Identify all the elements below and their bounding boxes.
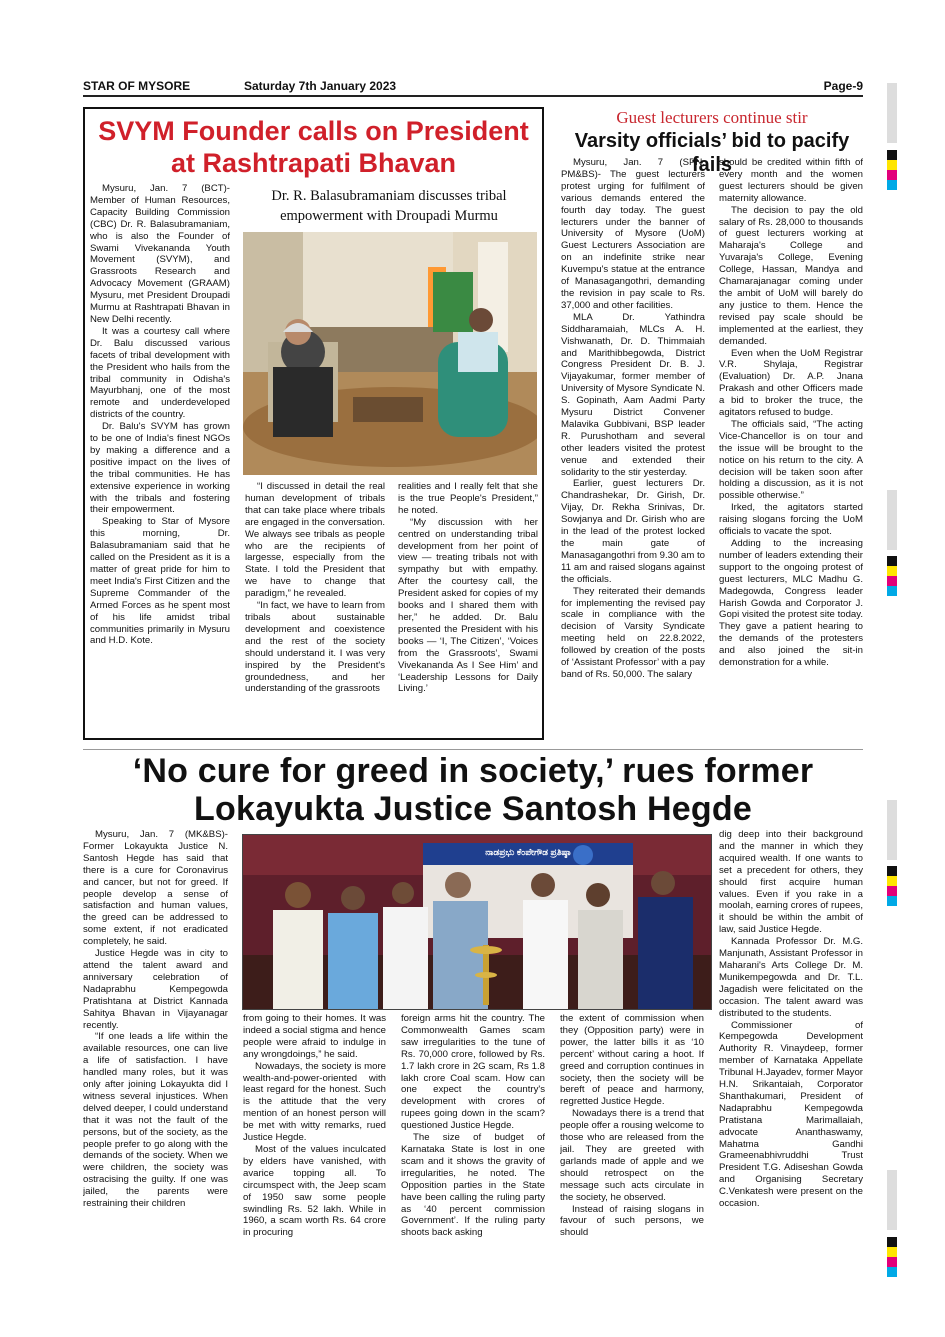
story3-column-3	[401, 1013, 545, 1269]
story2-para: The decision to pay the old salary of Rs. 28,000 to thousands of guest lecturers working at Maharaja's College and Yuvaraja's College, Evening College, Hassan, Mandya and Chamarajanagar coming under the ambit of UoM will barely do any justice to them. Hence the revised pay scale should be implemented at the earliest, they demanded.	[719, 204, 863, 347]
story2-para: should be credited within fifth of every month and the women guest lecturers should be given maternity allowance.	[719, 157, 863, 204]
story2-para: Earlier, guest lecturers Dr. Chandrashekar, Dr. Girish, Dr. Vijay, Dr. Rekha Srinivas, Dr. Sowjanya and Dr. Girish who are in the lead of the protest locked the main gate of Manasagangothri from 9.30 am to 11 am and raised slogans against the officials.	[561, 478, 705, 585]
story3-para: Justice Hegde was in city to attend the talent award and anniversary celebration of Nadaprabhu Kempegowda Pratishtana at District Kannada Sahitya Bhavan in Vijayanagar recently.	[83, 948, 228, 1031]
story1-para: “In fact, we have to learn from tribals about sustainable development and coexistence and the rest of the society should understand it. I was very inspired by the President's groundedness, and her understanding of the grassroots	[245, 600, 385, 695]
story2-para: The officials said, “The acting Vice-Chancellor is on tour and the issue will be brought to the notice on his return to the city. A decision will be taken soon after holding a discussion, as it is not possible otherwise.”	[719, 418, 863, 502]
story1-column-1	[90, 183, 230, 733]
masthead-paper-name: STAR OF MYSORE	[83, 79, 191, 93]
story3-para: The size of budget of Karnataka State is lost in one scam and it shows the gravity of irregularities, he noted. The Opposition parties in the State have been calling the ruling party as ‘40 percent commission Government’. If the ruling party shoots back asking	[401, 1132, 545, 1239]
photo-president-meeting	[243, 232, 537, 475]
section-rule	[83, 749, 863, 750]
color-registration-marks	[887, 1237, 897, 1277]
story3-headline-line1: ‘No cure for greed in society,’ rues former	[132, 752, 814, 790]
story2-para: Even when the UoM Registrar V.R. Shylaja, Registrar (Evaluation) Dr. A.P. Jnana Prakash and other Officers made a bid to broker the truce, the agitators refused to budge.	[719, 347, 863, 419]
story1-column-3	[398, 481, 538, 733]
story3-column-1	[83, 829, 228, 1269]
story1-para: It was a courtesy call where Dr. Balu discussed various facets of tribal development with the President who hails from the tribal community in Odisha's Mayurbhanj, one of the most remote and underdeveloped districts of the country.	[90, 325, 230, 421]
story3-column-2	[243, 1013, 386, 1269]
story2-headline: Varsity officials’ bid to pacify fails	[574, 130, 850, 176]
story3-column-5	[719, 829, 863, 1269]
story3-para: Nowadays there is a trend that people offer a rousing welcome to those who are released from the jail. They are greeted with garlands made of apple and we should retrospect on the message such acts circulate in the society, he observed.	[560, 1108, 704, 1203]
story2-para: MLA Dr. Yathindra Siddharamaiah, MLCs A. H. Vishwanath, Dr. D. Thimmaiah and Marithibbegowda, District Congress President Dr. B. J. Vijayakumar, former member of University of Mysore Syndicate N. S. Gopinath, Aam Aadmi Party Mysuru District Convener Malavika Gubbivani, BSP leader R. Purushotham and several other leaders visited the protest venue and extended their solidarity to the stir yesterday.	[561, 311, 705, 478]
print-margin-strip	[887, 83, 897, 143]
story3-headline	[70, 752, 876, 828]
story3-para: “If one leads a life within the available resources, one can live a life of satisfaction. I have handled many roles, but it was only after joining Lokayukta did I witness several injustices. When delved deeper, I could understand that it was not the fault of the persons, but of the society, as the people prefer to go along with the demands of the society. When we were children, the society was ostracising the guilty. If one was jailed, the parents were restraining their children	[83, 1031, 228, 1210]
story3-para: Instead of raising slogans in favour of such persons, we should	[560, 1203, 704, 1239]
photo-lamp-lighting-event	[242, 834, 712, 1010]
story3-para: Nowadays, the society is more wealth-and-power-oriented with least regard for the honest. Such is the attitude that the very mention of an honest person will be met with witty remarks, rued Justice Hegde.	[243, 1060, 386, 1144]
story2-column-1	[561, 157, 705, 747]
print-margin-strip	[887, 490, 897, 550]
story2-kicker: Guest lecturers continue stir	[616, 108, 808, 127]
masthead-page-number: Page-9	[823, 79, 863, 93]
story1-para: “My discussion with her centred on understanding tribal development from her point of view — treating tribals not with sympathy but with empathy. After the courtesy call, the President asked for copies of my books and I shared them with her,” he added. Dr. Balu presented the President with his books — ‘I, The Citizen’, ‘Voices from the Grassroots’, Swami Vivekananda As I See Him’ and ‘Leadership Lessons for Daily Living.’	[398, 516, 538, 695]
story3-para: Mysuru, Jan. 7 (MK&BS)- Former Lokayukta Justice N. Santosh Hegde has said that there is a cure for Coronavirus and cancer, but not for greed. If people develop a sense of satisfaction and human values, the greed can be addressed to some extent, if not eradicated completely, he said.	[83, 829, 228, 948]
story3-headline-line2: Lokayukta Justice Santosh Hegde	[194, 790, 752, 828]
story1-para: Speaking to Star of Mysore this morning, Dr. Balasubramaniam said that he called on the President as it is a matter of great pride for him to meet India's First Citizen and the Supreme Commander of the Armed Forces as he spent most of his life amidst tribal communities primarily in Mysuru and H.D. Kote.	[90, 516, 230, 647]
story2-para: Mysuru, Jan. 7 (SPN, PM&BS)- The guest lecturers protest urging for fulfilment of various demands entered the fourth day today. The guest lecturers under the banner of University of Mysore (UoM) Guest Lecturers Association are on an indefinite strike near Kuvempu's statue at the entrance of Manasagangothri, demanding the revision in pay scale to Rs. 37,000 and other facilities.	[561, 157, 705, 311]
story1-subhead: Dr. R. Balasubramaniam discusses tribal empowerment with Droupadi Murmu	[271, 188, 507, 224]
color-registration-marks	[887, 866, 897, 906]
story2-para: They reiterated their demands for implementing the revised pay scale in compliance with the decision of Varsity Syndicate meeting held on 22.8.2022, followed by creation of the posts of ‘Assistant Professor’ with a pay band of Rs. 50,000. The salary	[561, 585, 705, 680]
story1-para: “I discussed in detail the real human development of tribals that can take place where tribals are engaged in the conversation. We always see tribals as people who are the recipients of largesse, especially from the State. I told the President that we have to change that paradigm,” he revealed.	[245, 481, 385, 600]
print-margin-strip	[887, 1170, 897, 1230]
story3-para: the extent of commission when they (Opposition party) were in power, the latter bills it as ‘10 percent’ without caring a hoot. If greed and corruption continues in society, then the society will be bereft of peace and harmony, regretted Justice Hegde.	[560, 1013, 704, 1108]
story1-headline-line1: SVYM Founder calls on President	[98, 116, 529, 146]
story3-para: Kannada Professor Dr. M.G. Manjunath, Assistant Professor in Maharani's Arts College Dr. M. Munikempegowda and Dr. T.L. Jagadish were felicitated on the occasion. The talent award was distributed to the students.	[719, 936, 863, 1019]
masthead-rule	[83, 95, 863, 97]
story3-para: Most of the values inculcated by elders have vanished, with avarice topping all. To circumspect with, the Jeep scam of 1950 saw some people swindling Rs. 52 lakh. While in 1960, a scam worth Rs. 64 crore in procuring	[243, 1143, 386, 1239]
color-registration-marks	[887, 150, 897, 190]
masthead-date: Saturday 7th January 2023	[244, 79, 397, 93]
story1-column-2	[245, 481, 385, 733]
story2-para: Irked, the agitators started raising slogans forcing the UoM officials to vacate the spot.	[719, 502, 863, 538]
story3-para: Commissioner of Kempegowda Development Authority R. Vinaydeep, former member of Karnataka Appellate Tribunal H.Jayadev, former Mayor H.N. Srikantaiah, Corporator Shanthakumari, President of Nadaprabhu Kempegowda Pratistana Marimallaiah, advocate Ananthaswamy, Mahatma Gandhi Grameenabhivruddhi Trust President T.G. Adiseshan Gowda and Organising Secretary C.Venkatesh were present on the occasion.	[719, 1019, 863, 1210]
story1-para: Mysuru, Jan. 7 (BCT)- Member of Human Resources, Capacity Building Commission (CBC) Dr. R. Balasubramaniam, who is also the Founder of Swami Vivekananda Youth Movement (SVYM), and Grassroots Research and Advocacy Movement (GRAAM) Mysuru, met President Droupadi Murmu at Rashtrapati Bhavan in New Delhi recently.	[90, 183, 230, 325]
photo-banner-text: ನಾಡಪ್ರಭು ಕೆಂಪೇಗೌಡ ಪ್ರತಿಷ್ಠಾ	[485, 847, 571, 857]
print-margin-strip	[887, 800, 897, 860]
story2-column-2	[719, 157, 863, 747]
story1-para: realities and I really felt that she is the true People's President,” he noted.	[398, 481, 538, 516]
story1-para: Dr. Balu's SVYM has grown to be one of India's finest NGOs by making a difference and a positive impact on the lives of the tribal communities. He has extensive experience in working with the tribals and fostering their empowerment.	[90, 421, 230, 516]
story3-column-4	[560, 1013, 704, 1269]
story1-headline-line2: at Rashtrapati Bhavan	[170, 148, 457, 178]
story3-para: dig deep into their background and the manner in which they acquired wealth. If one wants to set a precedent for others, they should first acquire human values. Even if you rake in a moolah, earning crores of rupees, it should be within the ambit of law, said Justice Hegde.	[719, 829, 863, 936]
story2-para: Adding to the increasing number of leaders extending their support to the ongoing protest of guest lecturers, MLC Madhu G. Madegowda, Congress leader Harish Gowda and Corporator J. Gopi visited the protest site today. They gave a patient hearing to the demands of the protesters and also joined the sit-in demonstration for a while.	[719, 538, 863, 669]
story3-para: foreign arms hit the country. The Commonwealth Games scam saw irregularities to the tune of Rs. 70,000 crore, followed by Rs. 1.7 lakh crore in 2G scam, Rs 1.8 lakh crore Coal scam. How can one expect the country's development with crores of rupees going down in the scam? questioned Justice Hegde.	[401, 1013, 545, 1132]
story3-para: from going to their homes. It was indeed a social stigma and hence people were afraid to indulge in any wrongdoings,” he said.	[243, 1013, 386, 1060]
color-registration-marks	[887, 556, 897, 596]
story1-headline	[85, 115, 542, 179]
